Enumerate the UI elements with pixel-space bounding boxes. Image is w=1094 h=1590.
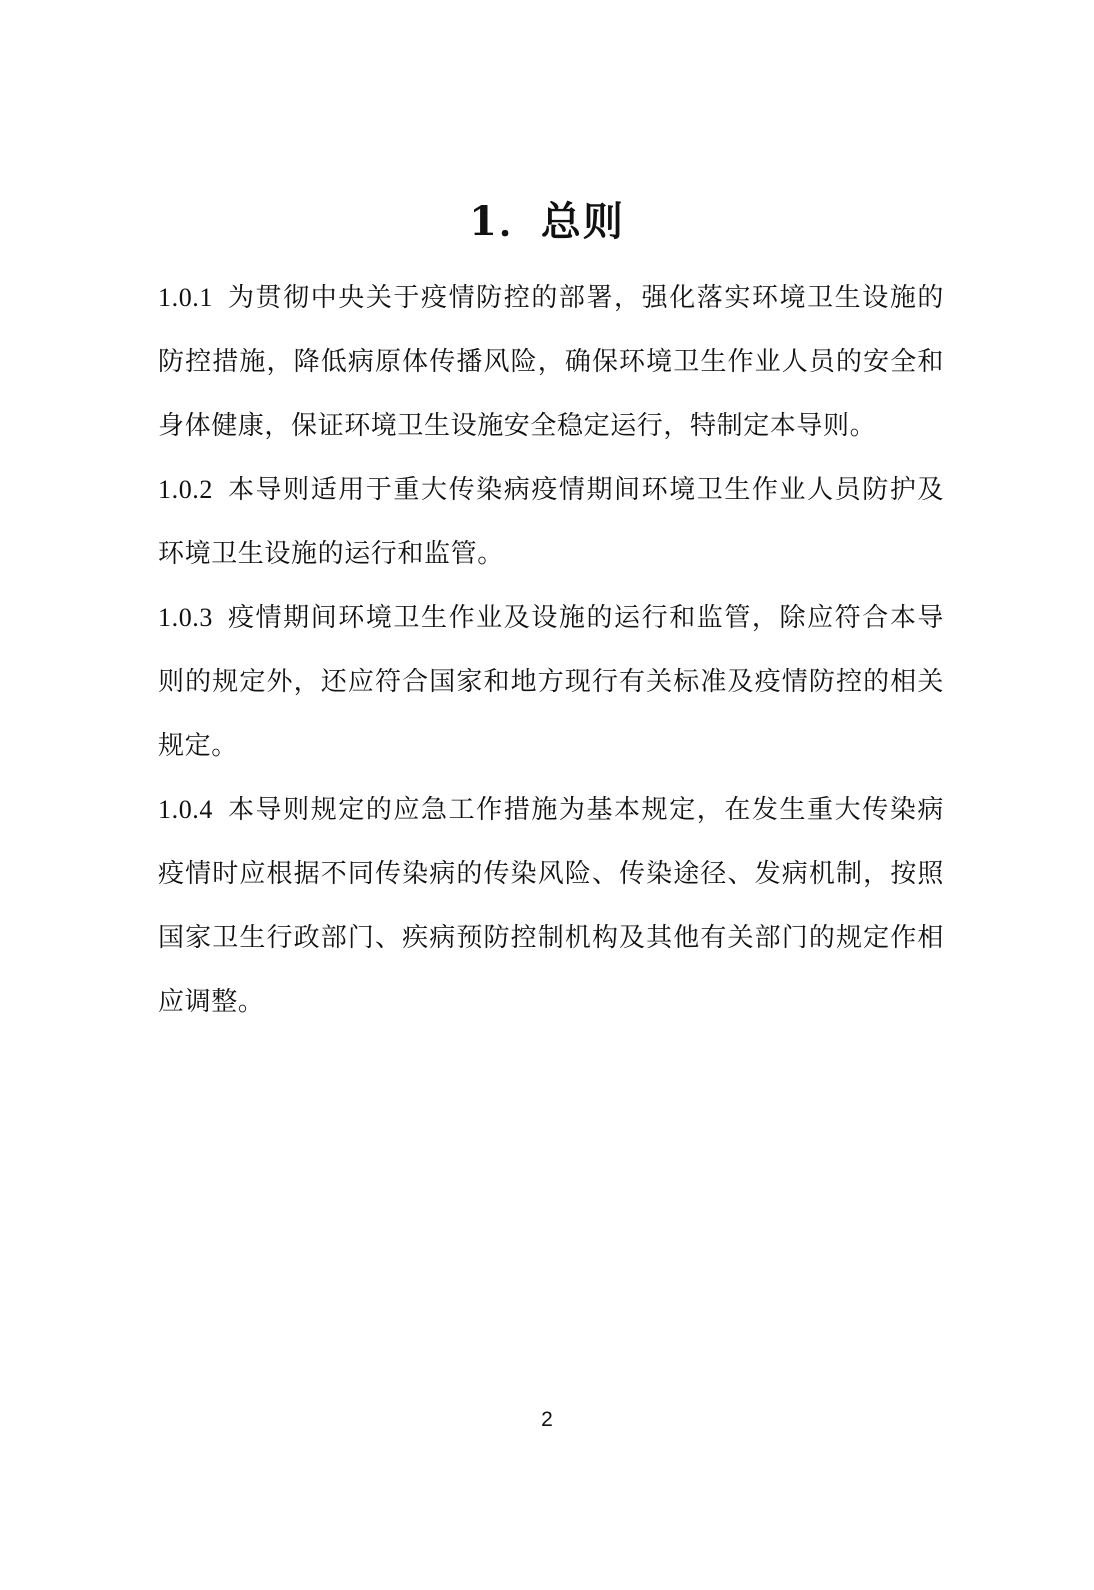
- clause-number: 1.0.3: [158, 603, 213, 632]
- clause-text: 本导则规定的应急工作措施为基本规定，在发生重大传染病疫情时应根据不同传染病的传染风险、传染途径、发病机制，按照国家卫生行政部门、疾病预防控制机构及其他有关部门的规定作相应调整。: [158, 795, 944, 1017]
- clause-1-0-3: [158, 586, 944, 778]
- chapter-title: 1．总则: [469, 198, 625, 245]
- page-number: 2: [541, 1408, 553, 1431]
- clause-number: 1.0.1: [158, 283, 213, 312]
- clause-text: 本导则适用于重大传染病疫情期间环境卫生作业人员防护及环境卫生设施的运行和监管。: [158, 475, 944, 569]
- clause-list: [158, 266, 944, 1034]
- clause-1-0-4: [158, 778, 944, 1034]
- clause-number: 1.0.4: [158, 795, 213, 824]
- clause-1-0-2: [158, 458, 944, 586]
- clause-text: 疫情期间环境卫生作业及设施的运行和监管，除应符合本导则的规定外，还应符合国家和地方现行有关标准及疫情防控的相关规定。: [158, 603, 944, 761]
- clause-number: 1.0.2: [158, 475, 213, 504]
- clause-text: 为贯彻中央关于疫情防控的部署，强化落实环境卫生设施的防控措施，降低病原体传播风险，确保环境卫生作业人员的安全和身体健康，保证环境卫生设施安全稳定运行，特制定本导则。: [158, 283, 944, 441]
- clause-1-0-1: [158, 266, 944, 458]
